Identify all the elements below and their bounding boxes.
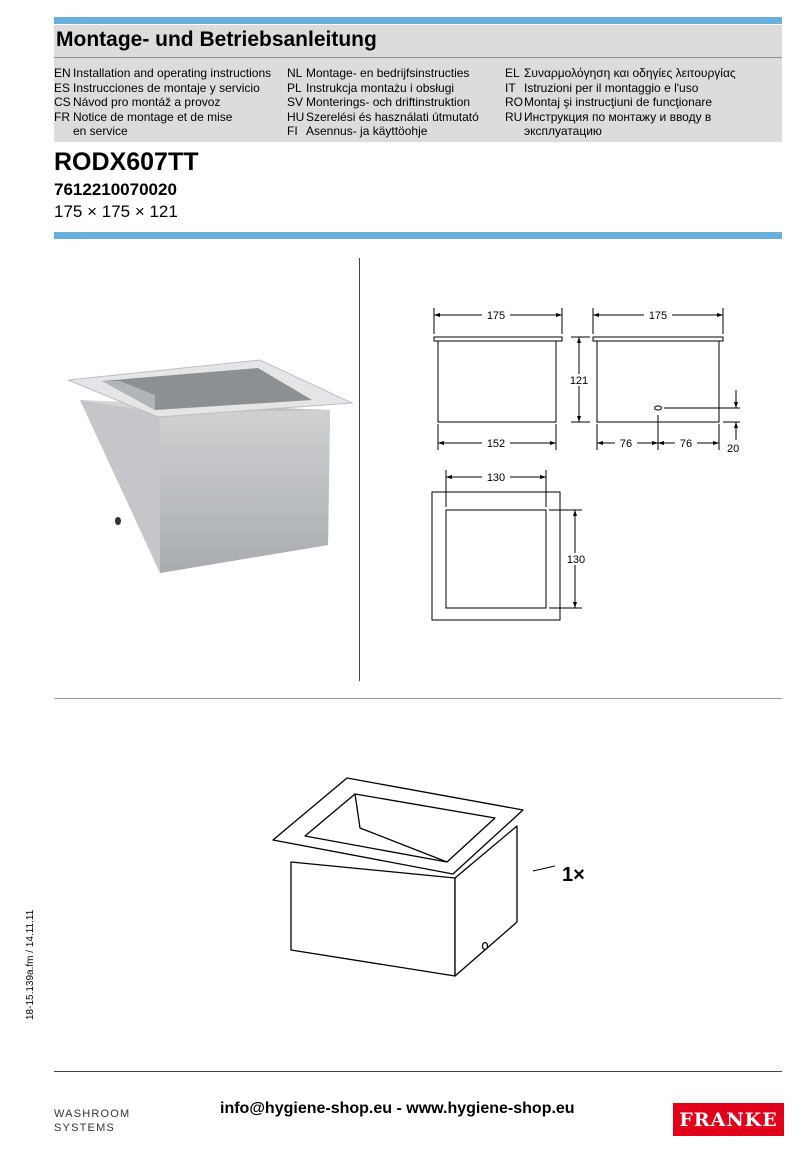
language-code: HU xyxy=(287,109,305,124)
language-title: Istruzioni per il montaggio e l'uso xyxy=(524,80,699,95)
product-dimensions: 175 × 175 × 121 xyxy=(54,202,178,221)
company-tagline: WASHROOM SYSTEMS xyxy=(54,1108,131,1134)
language-entry xyxy=(287,81,479,96)
hole-height-label: 20 xyxy=(727,443,740,455)
side-right-offset-label: 76 xyxy=(679,438,693,450)
document-reference: 18-15.139a.fm / 14.11.11 xyxy=(25,909,36,1020)
language-code: CS xyxy=(54,95,71,110)
language-entry xyxy=(505,124,736,139)
language-title: Инструкция по монтажу и вводу в xyxy=(524,109,712,124)
language-title: en service xyxy=(73,124,128,139)
language-entry xyxy=(505,95,736,110)
language-code: EN xyxy=(54,66,71,80)
language-title: Szerelési és használati útmutató xyxy=(306,109,479,124)
language-entry xyxy=(505,66,736,81)
page-title: Montage- und Betriebsanleitung xyxy=(56,28,377,51)
side-height-label: 121 xyxy=(569,375,589,387)
languages-column-1 xyxy=(54,66,271,139)
language-entry xyxy=(54,110,271,125)
top-width-label: 130 xyxy=(486,472,506,484)
top-accent-bar xyxy=(54,17,782,24)
language-code: FI xyxy=(287,124,298,139)
language-entry xyxy=(54,66,271,81)
language-code: IT xyxy=(505,80,516,95)
language-title: Notice de montage et de mise xyxy=(73,109,233,124)
header-divider xyxy=(54,57,782,58)
language-code: PL xyxy=(287,80,302,95)
language-title: Instrukcja montażu i obsługi xyxy=(306,80,455,95)
side-view-flange xyxy=(593,337,723,341)
languages-column-3 xyxy=(505,66,736,139)
footer-divider xyxy=(54,1071,782,1072)
language-code: FR xyxy=(54,109,70,124)
language-entry xyxy=(54,81,271,96)
language-code: NL xyxy=(287,66,303,80)
language-entry xyxy=(287,124,479,139)
language-title: Montaj şi instrucţiuni de funcţionare xyxy=(524,95,713,110)
section-accent-bar xyxy=(54,232,782,239)
language-entry xyxy=(287,110,479,125)
language-code: RU xyxy=(505,109,523,124)
top-view-inner xyxy=(446,510,546,608)
language-entry xyxy=(287,66,479,81)
languages-column-2 xyxy=(287,66,479,139)
front-view-body xyxy=(438,341,556,422)
language-entry xyxy=(505,81,736,96)
language-title: эксплуатацию xyxy=(524,124,602,139)
article-number: 7612210070020 xyxy=(54,180,177,199)
dimension-drawings xyxy=(420,300,760,630)
language-code: ES xyxy=(54,80,71,95)
parts-illustration xyxy=(265,770,565,990)
front-view-flange xyxy=(434,337,562,341)
language-entry xyxy=(54,95,271,110)
top-height-label: 130 xyxy=(566,554,586,566)
language-code: RO xyxy=(505,95,523,110)
language-entry xyxy=(505,110,736,125)
language-code xyxy=(54,124,73,139)
language-code xyxy=(505,124,524,139)
front-top-width-label: 175 xyxy=(486,310,506,322)
section-divider xyxy=(54,698,782,699)
contact-info[interactable]: info@hygiene-shop.eu - www.hygiene-shop.eu xyxy=(220,1100,575,1117)
vertical-separator xyxy=(359,258,360,681)
top-view-outer xyxy=(432,492,560,620)
language-code: EL xyxy=(505,66,520,80)
language-code: SV xyxy=(287,95,304,110)
side-left-offset-label: 76 xyxy=(619,438,633,450)
language-title: Montage- en bedrijfsinstructies xyxy=(306,66,470,80)
product-photo xyxy=(60,355,360,585)
product-model: RODX607TT xyxy=(54,148,199,176)
language-title: Installation and operating instructions xyxy=(73,66,272,80)
language-title: Asennus- ja käyttöohje xyxy=(306,124,428,139)
language-title: Instrucciones de montaje y servicio xyxy=(73,80,260,95)
language-title: Συναρμολόγηση και οδηγίες λειτουργίας xyxy=(524,66,736,80)
language-entry xyxy=(54,124,271,139)
language-entry xyxy=(287,95,479,110)
language-title: Návod pro montáž a provoz xyxy=(73,95,221,110)
front-bottom-width-label: 152 xyxy=(486,438,506,450)
side-top-width-label: 175 xyxy=(648,310,668,322)
language-title: Monterings- och driftinstruktion xyxy=(306,95,471,110)
part-quantity: 1× xyxy=(562,864,585,886)
franke-logo: FRANKE xyxy=(673,1103,784,1136)
